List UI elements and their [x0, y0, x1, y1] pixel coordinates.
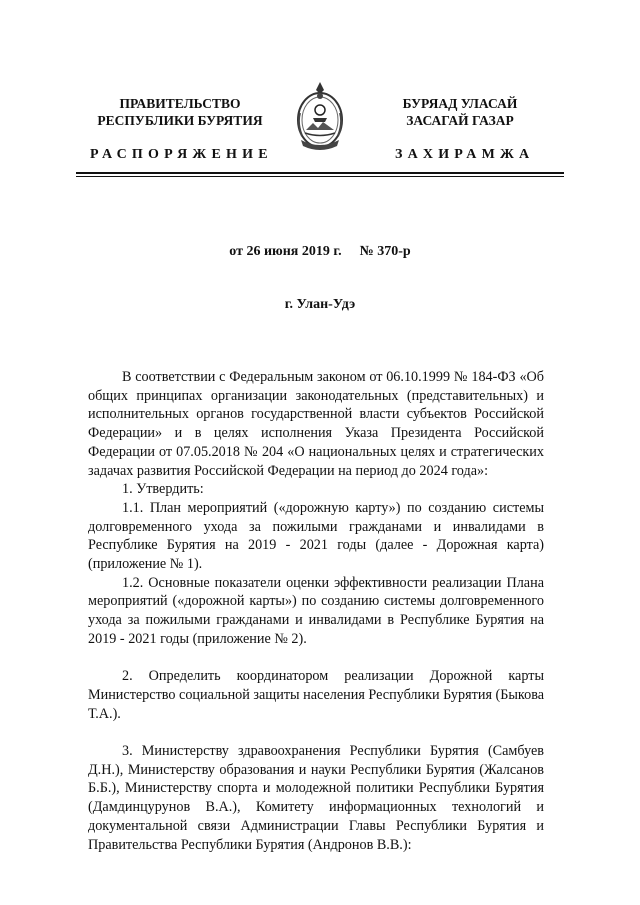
- paragraph-item-2: 2. Определить координатором реализации Дорожной карты Министерство социальной защиты населения Республики Бурятия (Быкова Т.А.).: [88, 668, 544, 722]
- header-left-line1: ПРАВИТЕЛЬСТВО: [119, 96, 241, 111]
- doc-type-right: ЗАХИРАМЖА: [395, 147, 535, 162]
- header-divider-thick: [76, 172, 564, 174]
- document-date: от 26 июня 2019 г.: [229, 244, 342, 259]
- header-divider-thin: [76, 176, 564, 177]
- document-number: № 370-р: [359, 244, 411, 259]
- coat-of-arms-icon: [293, 78, 347, 156]
- header-right-block: [360, 95, 560, 129]
- paragraph-item-1-1: 1.1. План мероприятий («дорожную карту») по созданию системы долговременного ухода за пожилыми гражданами и инвалидами в Республике Бурятия на 2019 - 2021 годы (далее - Дорожная карта) (приложение № 1).: [88, 499, 544, 573]
- document-body: [88, 368, 544, 854]
- paragraph-preamble: В соответствии с Федеральным законом от 06.10.1999 № 184-ФЗ «Об общих принципах организации законодательных (представительных) и исполнительных органов государственной власти субъектов Российской Федерации» и в целях исполнения Указа Президента Российской Федерации от 07.05.2018 № 204 «О национальных целях и стратегических задачах развития Российской Федерации на период до 2024 года»:: [88, 369, 544, 479]
- header-right-line1: БУРЯАД УЛАСАЙ: [402, 96, 518, 111]
- header-right-line2: ЗАСАГАЙ ГАЗАР: [406, 113, 514, 128]
- document-city: г. Улан-Удэ: [284, 297, 356, 312]
- paragraph-item-1-2: 1.2. Основные показатели оценки эффективности реализации Плана мероприятий («дорожной карты») по созданию системы долговременного ухода за пожилыми гражданами и инвалидами в Республике Бурятия на 2019 - 2021 годы (приложение № 2).: [88, 574, 544, 647]
- header-left-line2: РЕСПУБЛИКИ БУРЯТИЯ: [97, 113, 263, 128]
- document-date-number: [0, 244, 640, 260]
- paragraph-item-3: 3. Министерству здравоохранения Республики Бурятия (Самбуев Д.Н.), Министерству образования и науки Республики Бурятия (Жалсанов Б.Б.), Министерству спорта и молодежной политики Республики Бурятия (Дамдинцурунов В.А.), Комитету информационных технологий и документальной связи Администрации Главы Республики Бурятия и Правительства Республики Бурятия (Андронов В.В.):: [88, 743, 544, 853]
- header-left-block: [80, 95, 280, 129]
- paragraph-item-1: 1. Утвердить:: [122, 481, 204, 498]
- doc-type-left: РАСПОРЯЖЕНИЕ: [90, 147, 273, 162]
